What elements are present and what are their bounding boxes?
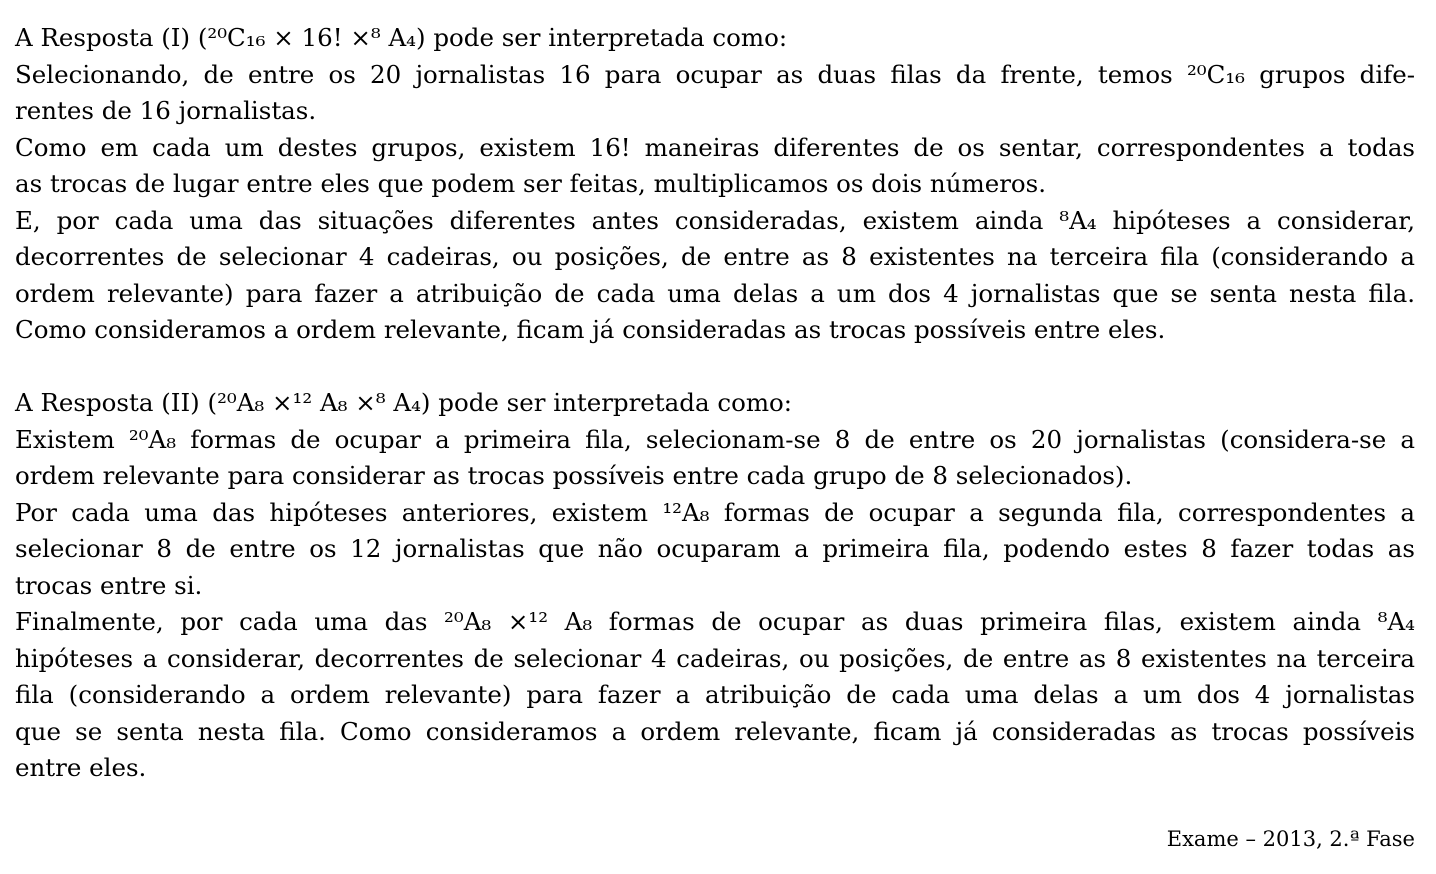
paragraph-1-line-5: as trocas de lugar entre eles que podem ser feitas, multiplicamos os dois números. — [15, 169, 1047, 198]
paragraph-2-line-11: entre eles. — [15, 753, 147, 782]
paragraph-1-line-7: decorrentes de selecionar 4 cadeiras, ou posições, de entre as 8 existentes na terceira fila (considerando a — [15, 242, 1415, 271]
paragraph-gap — [15, 349, 1415, 386]
paragraph-2-line-4: Por cada uma das hipóteses anteriores, existem ¹²A₈ formas de ocupar a segunda fila, correspondentes a — [15, 497, 1415, 527]
exam-footer: Exame – 2013, 2.ª Fase — [1166, 827, 1415, 851]
paragraph-2-line-7: Finalmente, por cada uma das ²⁰A₈ ×¹² A₈ formas de ocupar as duas primeira filas, existem ainda ⁸A₄ — [15, 607, 1415, 636]
paragraph-2-line-1: A Resposta (II) (²⁰A₈ ×¹² A₈ ×⁸ A₄) pode ser interpretada como: — [15, 388, 793, 417]
paragraph-2-line-5: selecionar 8 de entre os 12 jornalistas que não ocuparam a primeira fila, podendo estes 8 fazer todas as — [15, 534, 1415, 563]
paragraph-2-line-10: que se senta nesta fila. Como consideramos a ordem relevante, ficam já consideradas as trocas possíveis — [15, 716, 1415, 746]
paragraph-1-line-4: Como em cada um destes grupos, existem 16! maneiras diferentes de os sentar, correspondentes a todas — [15, 132, 1415, 162]
paragraph-2-line-2: Existem ²⁰A₈ formas de ocupar a primeira fila, selecionam-se 8 de entre os 20 jornalistas (considera-se a — [15, 424, 1415, 454]
paragraph-2-line-3: ordem relevante para considerar as trocas possíveis entre cada grupo de 8 selecionados). — [15, 461, 1133, 490]
paragraph-1-line-6: E, por cada uma das situações diferentes antes consideradas, existem ainda ⁸A₄ hipóteses a considerar, — [15, 205, 1415, 235]
paragraph-1-line-3: rentes de 16 jornalistas. — [15, 96, 317, 125]
paragraph-1-line-9: Como consideramos a ordem relevante, ficam já consideradas as trocas possíveis entre eles. — [15, 315, 1166, 344]
paragraph-2-line-9: fila (considerando a ordem relevante) para fazer a atribuição de cada uma delas a um dos 4 jornalistas — [15, 680, 1415, 709]
paragraph-2-line-8: hipóteses a considerar, decorrentes de selecionar 4 cadeiras, ou posições, de entre as 8 existentes na terceira — [15, 643, 1415, 673]
paragraph-1-line-8: ordem relevante) para fazer a atribuição de cada uma delas a um dos 4 jornalistas que se senta nesta fila. — [15, 278, 1415, 308]
paragraph-1-line-2: Selecionando, de entre os 20 jornalistas 16 para ocupar as duas filas da frente, temos ²⁰C₁₆ grupos dife- — [15, 59, 1415, 89]
paragraph-2-line-6: trocas entre si. — [15, 570, 203, 600]
document-body — [15, 20, 1415, 787]
paragraph-1-line-1: A Resposta (I) (²⁰C₁₆ × 16! ×⁸ A₄) pode ser interpretada como: — [15, 23, 788, 52]
